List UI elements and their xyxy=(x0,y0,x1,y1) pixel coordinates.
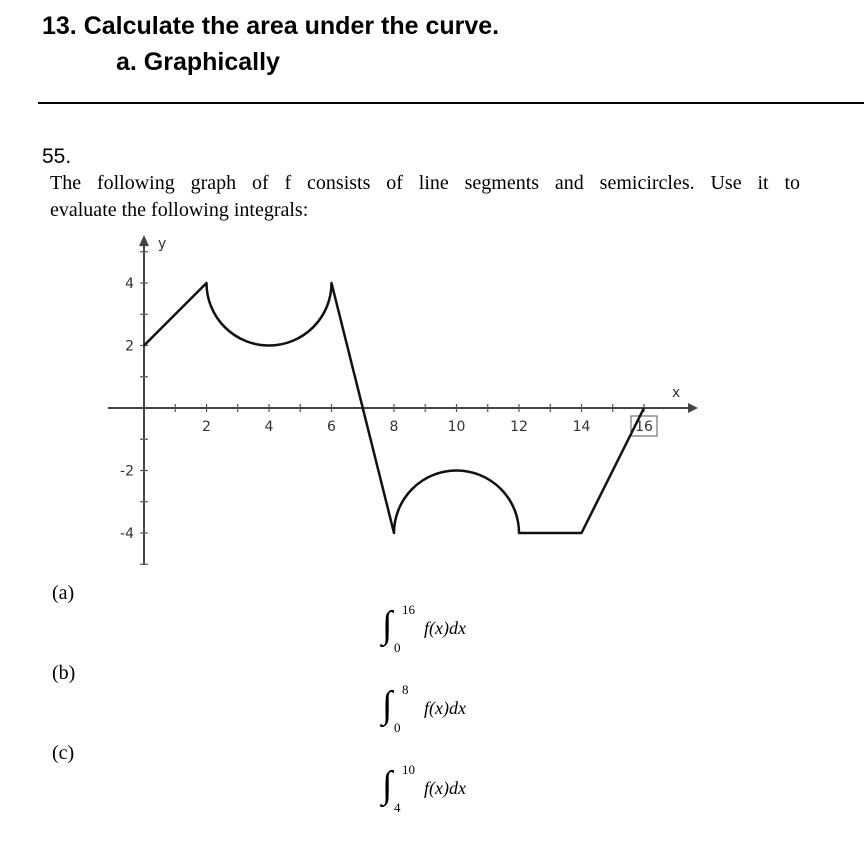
y-axis-label: y xyxy=(158,236,167,252)
x-tick-label: 10 xyxy=(447,419,466,435)
y-tick-label: 2 xyxy=(125,338,134,355)
x-tick-label: 8 xyxy=(389,419,399,435)
part-label: (b) xyxy=(52,662,76,684)
x-tick-label: 12 xyxy=(510,419,528,435)
problem-text-line-1: The following graph of f consists of line segments and semicircles. Use it to xyxy=(50,172,800,194)
part-label: (a) xyxy=(52,582,75,604)
integral-sign: ∫ xyxy=(382,764,393,806)
x-tick-label: 14 xyxy=(572,419,591,435)
x-tick-label: 16 xyxy=(635,419,653,435)
question-subtitle: a. Graphically xyxy=(116,48,280,76)
x-axis-arrow xyxy=(688,403,698,413)
problem-text-line-2: evaluate the following integrals: xyxy=(50,199,309,221)
integral-sign: ∫ xyxy=(382,604,393,646)
x-tick-label: 6 xyxy=(327,419,336,435)
integral-sign: ∫ xyxy=(382,684,393,726)
integral-expression xyxy=(382,682,512,738)
integral-expression xyxy=(382,602,512,658)
y-tick-label: 4 xyxy=(125,276,134,292)
question-title: 13. Calculate the area under the curve. xyxy=(42,12,500,40)
x-tick-label: 2 xyxy=(202,419,211,435)
y-tick-label: -2 xyxy=(120,463,134,480)
upper-limit: 16 xyxy=(402,602,415,617)
lower-limit: 0 xyxy=(394,720,401,735)
problem-number: 55. xyxy=(42,145,72,168)
x-axis-label: x xyxy=(672,385,681,401)
lower-limit: 4 xyxy=(394,800,401,815)
part-label: (c) xyxy=(52,742,75,764)
y-tick-label: -4 xyxy=(120,526,134,542)
integrand: f(x)dx xyxy=(424,778,466,798)
upper-limit: 10 xyxy=(402,762,415,777)
y-axis-arrow xyxy=(139,235,149,246)
x-tick-label: 4 xyxy=(264,419,274,435)
integrand: f(x)dx xyxy=(424,698,466,718)
integrand: f(x)dx xyxy=(424,618,466,638)
upper-limit: 8 xyxy=(402,682,409,697)
lower-limit: 0 xyxy=(394,640,401,655)
integral-expression xyxy=(382,762,512,818)
